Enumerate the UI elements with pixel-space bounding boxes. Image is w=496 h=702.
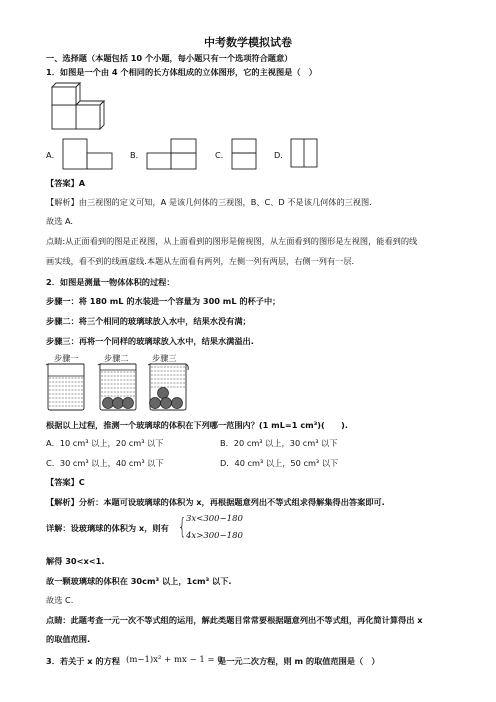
q1-option-c-label: C． xyxy=(215,150,229,160)
beaker-label-1: 步骤一 xyxy=(54,353,79,363)
q1-option-b-figure xyxy=(146,138,198,170)
q2-answer: 【答案】C xyxy=(46,477,85,487)
q2-option-c: C．30 cm³ 以上，40 cm³ 以下 xyxy=(46,458,164,468)
q1-solid-figure xyxy=(46,83,108,133)
inequality-2: 4x>300−180 xyxy=(186,531,243,541)
beaker-step2 xyxy=(96,362,140,412)
q2-option-a: A．10 cm³ 以上，20 cm³ 以下 xyxy=(46,438,164,448)
q2-comment-line2: 的取值范围. xyxy=(46,634,91,644)
q1-analysis: 【解析】由三视图的定义可知，A 是该几何体的三视图，B、C、D 不是该几何体的三视图. xyxy=(46,197,372,207)
brace-icon: { xyxy=(178,515,187,540)
beaker-step3 xyxy=(146,362,190,412)
q1-option-c-figure xyxy=(231,138,257,170)
q2-choose: 故选 C. xyxy=(46,595,74,605)
section-heading: 一、选择题（本题包括 10 个小题，每小题只有一个选项符合题意） xyxy=(46,53,293,63)
q2-step1: 步骤一：将 180 mL 的水装进一个容量为 300 mL 的杯子中； xyxy=(46,296,281,306)
beaker-label-2: 步骤二 xyxy=(104,353,129,363)
q2-step2: 步骤二：将三个相同的玻璃球放入水中，结果水没有满； xyxy=(46,316,251,326)
q2-conclusion: 故一颗玻璃球的体积在 30cm³ 以上，1cm³ 以下. xyxy=(46,576,232,586)
q2-detail: 详解：设玻璃球的体积为 x，则有 xyxy=(46,523,169,533)
q1-option-d-figure xyxy=(290,138,318,170)
q1-comment-line2: 画实线，看不到的线画虚线.本题从左面看有两列，左侧一列有两层，右侧一列有一层. xyxy=(46,256,355,266)
q1-comment-line1: 点睛:从正面看到的图是正视图，从上面看到的图形是俯视图，从左面看到的图形是左视图，能看到的线 xyxy=(46,236,418,246)
q1-option-a-figure xyxy=(62,138,114,170)
q1-option-a-label: A． xyxy=(46,150,60,160)
q1-answer: 【答案】A xyxy=(46,178,86,188)
q2-question: 根据以上过程，推测一个玻璃球的体积在下列哪一范围内？(1 mL=1 cm³)( ). xyxy=(46,420,349,430)
q2-stem: 2．如图是测量一物体体积的过程： xyxy=(46,277,175,287)
q2-option-b: B．20 cm³ 以上，30 cm³ 以下 xyxy=(220,438,338,448)
q1-option-d-label: D． xyxy=(274,150,289,160)
beaker-step1 xyxy=(44,362,88,412)
q2-step3: 步骤三：再将一个同样的玻璃球放入水中，结果水满溢出. xyxy=(46,336,254,346)
q1-stem: 1．如图是一个由 4 个相同的长方体组成的立体图形，它的主视图是（ ） xyxy=(46,67,317,77)
q2-analysis: 【解析】分析：本题可设玻璃球的体积为 x，再根据题意列出不等式组求得解集得出答案即可. xyxy=(46,497,385,507)
page-title: 中考数学模拟试卷 xyxy=(204,36,292,49)
q2-solution: 解得 30<x<1. xyxy=(46,556,105,566)
inequality-1: 3x<300−180 xyxy=(186,514,243,524)
q2-comment-line1: 点睛：此题考查一元一次不等式组的运用，解此类题目常常要根据题意列出不等式组，再化简计算得出 x xyxy=(46,615,423,625)
q3-stem-prefix: 3．若关于 x 的方程 xyxy=(46,656,120,666)
q3-stem-suffix: 是一元二次方程，则 m 的取值范围是（ ） xyxy=(218,656,380,666)
q2-option-d: D．40 cm³ 以上，50 cm³ 以下 xyxy=(220,458,339,468)
q1-choose: 故选 A. xyxy=(46,216,74,226)
q3-equation: (m−1)x² + mx − 1 = 0 xyxy=(126,655,223,665)
beaker-label-3: 步骤三 xyxy=(152,353,177,363)
q1-option-b-label: B． xyxy=(130,150,144,160)
